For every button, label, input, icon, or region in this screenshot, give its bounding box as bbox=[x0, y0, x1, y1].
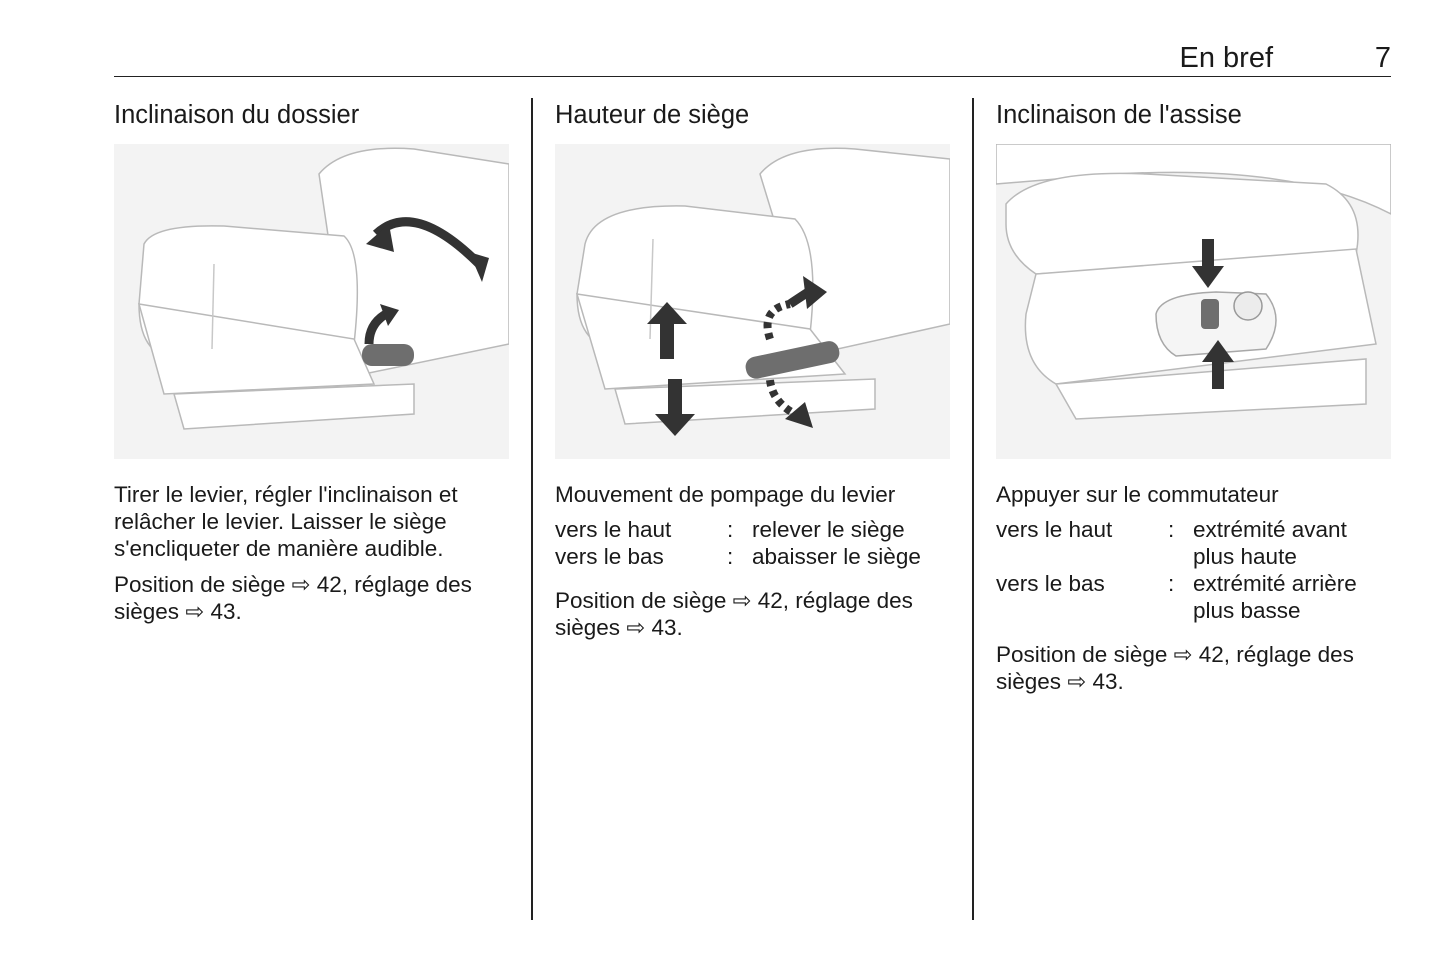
page-number: 7 bbox=[1374, 42, 1391, 74]
cross-reference-line: Position de siège ⇨ 42, réglage des bbox=[114, 572, 472, 597]
page-link[interactable]: 42 bbox=[316, 572, 342, 597]
intro-line: Appuyer sur le commutateur bbox=[996, 482, 1279, 507]
column-title: Hauteur de siège bbox=[555, 101, 750, 129]
seat-cushion-tilt-illustration bbox=[996, 144, 1391, 459]
column-seat-height bbox=[555, 98, 955, 641]
seat-height-illustration bbox=[555, 144, 950, 459]
arrow-right-outline-icon: ⇨ bbox=[732, 588, 752, 613]
body-line: Tirer le levier, régler l'inclinaison et bbox=[114, 482, 458, 507]
intro-line: Mouvement de pompage du levier bbox=[555, 482, 896, 507]
definition-row: vers le bas : abaisser le siège bbox=[555, 544, 921, 569]
definition-row: vers le bas : extrémité arrière plus basse bbox=[996, 571, 1357, 623]
column-seat-cushion-tilt bbox=[996, 98, 1396, 695]
page-link[interactable]: 42 bbox=[1198, 642, 1224, 667]
arrow-right-outline-icon: ⇨ bbox=[1067, 669, 1087, 694]
page-link[interactable]: 43 bbox=[210, 599, 236, 624]
body-line: relâcher le levier. Laisser le siège bbox=[114, 509, 447, 534]
column-divider-2 bbox=[972, 98, 974, 920]
page-link[interactable]: 42 bbox=[757, 588, 783, 613]
arrow-right-outline-icon: ⇨ bbox=[291, 572, 311, 597]
cross-reference-line: sièges ⇨ 43. bbox=[114, 599, 242, 624]
body-line: s'encliqueter de manière audible. bbox=[114, 536, 444, 561]
cross-reference-line: sièges ⇨ 43. bbox=[996, 669, 1124, 694]
column-body bbox=[114, 481, 514, 625]
column-backrest-recline bbox=[114, 98, 514, 625]
column-body bbox=[555, 481, 955, 641]
definition-row: vers le haut : relever le siège bbox=[555, 517, 905, 542]
arrow-right-outline-icon: ⇨ bbox=[185, 599, 205, 624]
page-link[interactable]: 43 bbox=[651, 615, 677, 640]
backrest-recline-illustration bbox=[114, 144, 509, 459]
arrow-right-outline-icon: ⇨ bbox=[1173, 642, 1193, 667]
column-title: Inclinaison de l'assise bbox=[996, 101, 1242, 129]
column-divider-1 bbox=[531, 98, 533, 920]
column-title: Inclinaison du dossier bbox=[114, 101, 360, 129]
cross-reference-line: Position de siège ⇨ 42, réglage des bbox=[996, 642, 1354, 667]
page-link[interactable]: 43 bbox=[1092, 669, 1118, 694]
page-header bbox=[114, 40, 1391, 77]
definition-row: vers le haut : extrémité avant plus haute bbox=[996, 517, 1347, 569]
cross-reference-line: Position de siège ⇨ 42, réglage des bbox=[555, 588, 913, 613]
section-title: En bref bbox=[1179, 42, 1273, 74]
cross-reference-line: sièges ⇨ 43. bbox=[555, 615, 683, 640]
arrow-right-outline-icon: ⇨ bbox=[626, 615, 646, 640]
column-body bbox=[996, 481, 1396, 695]
